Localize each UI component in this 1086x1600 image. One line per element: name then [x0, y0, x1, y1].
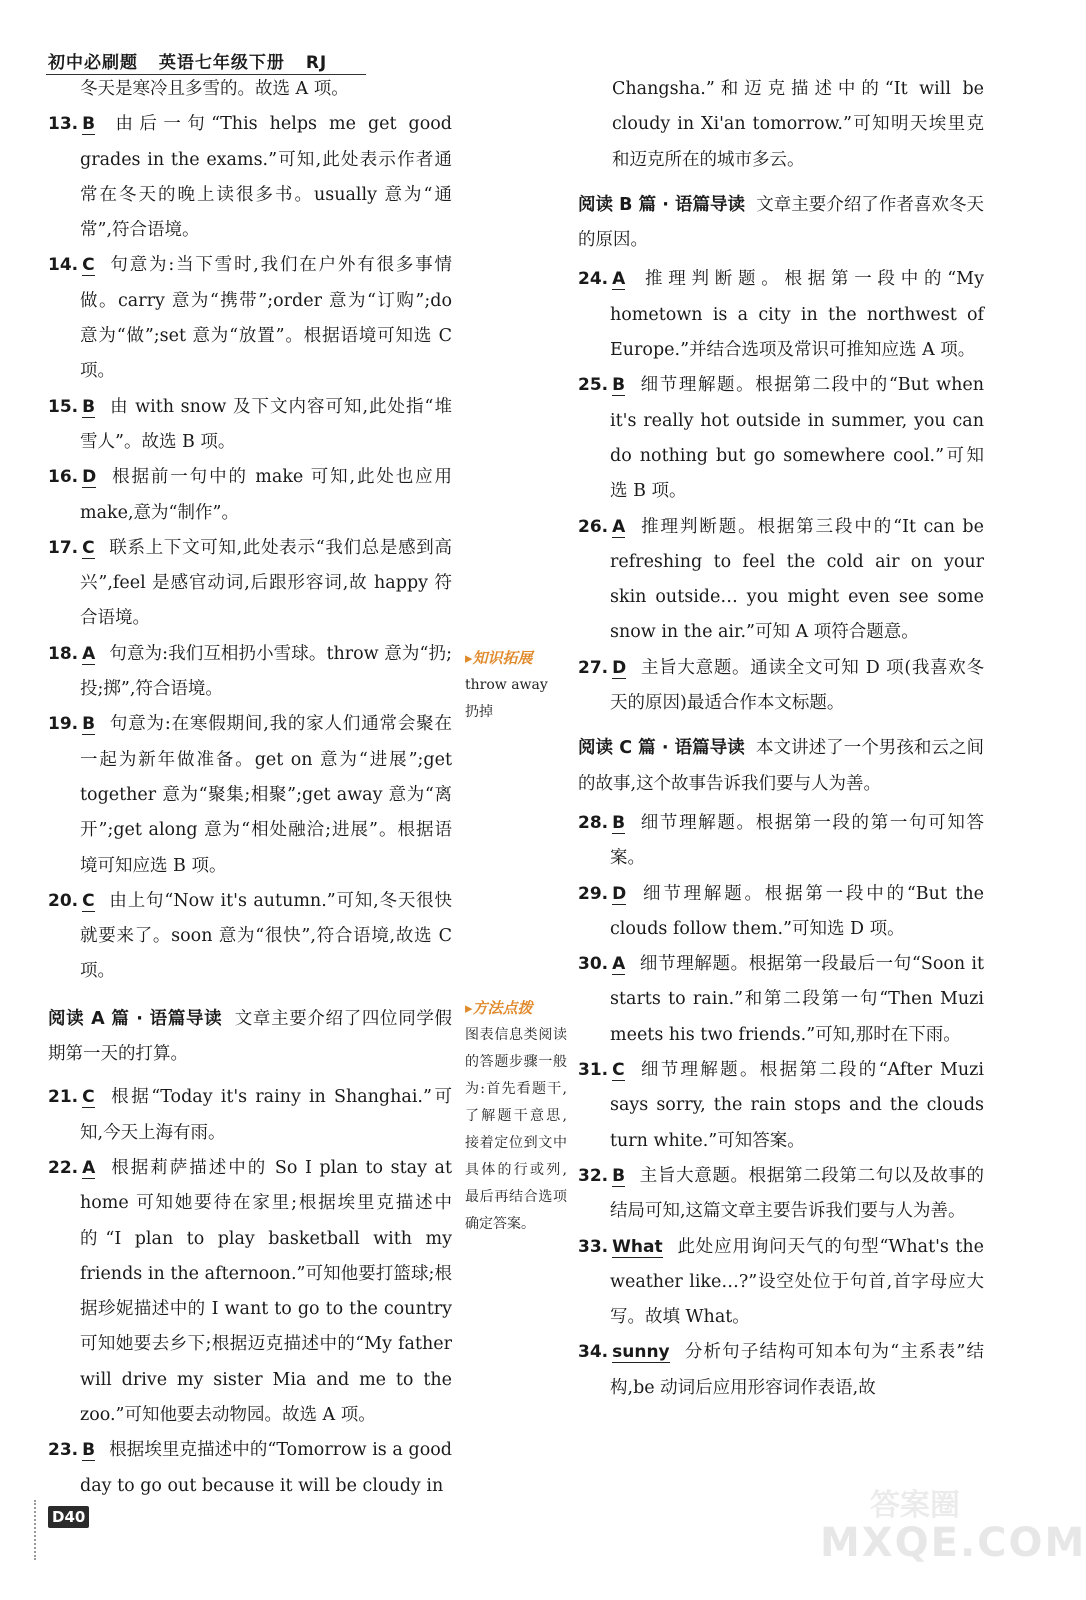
- left-answer-list: [48, 107, 452, 989]
- question-number: 14.: [48, 255, 79, 276]
- section-a-text: 文章主要介绍了四位同学假期第一天的打算。: [48, 1008, 453, 1065]
- answer-explanation: 根据莉萨描述中的 So I plan to stay at home 可知她要待在家里;根据埃里克描述中的“I plan to play basketball with my friends in the afternoon.”可知他要打篮球;根据珍妮描述中的 I want to go to the country 可知她要去乡下;根据迈克描述中的“My father will drive my sister Mia and me to the zoo.”可知他要去动物园。故选 A 项。: [80, 1157, 452, 1425]
- answer-choice: D: [612, 883, 627, 904]
- question-number: 17.: [48, 537, 79, 558]
- answer-choice: A: [612, 954, 626, 975]
- section-a-label: 阅读 A 篇 · 语篇导读: [48, 1008, 223, 1029]
- section-b-label: 阅读 B 篇 · 语篇导读: [578, 194, 746, 215]
- question-number: 34.: [578, 1342, 609, 1363]
- answer-choice: A: [82, 1157, 96, 1178]
- answer-explanation: 由 with snow 及下文内容可知,此处指“堆雪人”。故选 B 项。: [80, 396, 452, 452]
- answer-explanation: 主旨大意题。根据第二段第二句以及故事的结局可知,这篇文章主要告诉我们要与人为善。: [610, 1165, 984, 1222]
- answer-explanation: 句意为:在寒假期间,我的家人们通常会聚在一起为新年做准备。get on 意为“进展”;get together 意为“聚集;相聚”;get away 意为“离开”;get along 意为“相处融洽;进展”。根据语境可知应选 B 项。: [80, 714, 452, 876]
- question-number: 28.: [578, 812, 609, 833]
- answer-item: [48, 637, 452, 708]
- answer-explanation: 细节理解题。根据第一段中的“But the clouds follow them.”可知选 D 项。: [610, 883, 984, 939]
- answer-choice: A: [612, 269, 626, 290]
- right-answer-list-2: [578, 806, 984, 1406]
- answer-item: [578, 651, 984, 722]
- answer-item: [48, 390, 452, 461]
- answer-choice: A: [612, 516, 626, 537]
- question-number: 21.: [48, 1087, 79, 1108]
- answer-explanation: 推理判断题。根据第一段中的“My hometown is a city in the northwest of Europe.”并结合选项及常识可推知应选 A 项。: [610, 269, 984, 361]
- answer-item: [48, 1151, 452, 1433]
- page-number: D40: [48, 1506, 89, 1528]
- answer-explanation: 根据埃里克描述中的“Tomorrow is a good day to go out because it will be cloudy in: [80, 1440, 452, 1496]
- question-number: 19.: [48, 714, 79, 735]
- question-number: 26.: [578, 516, 609, 537]
- answer-explanation: 由后一句“This helps me get good grades in the exams.”可知,此处表示作者通常在冬天的晚上读很多书。usually 意为“通常”,符合语境。: [80, 114, 452, 241]
- answer-choice: C: [82, 537, 95, 558]
- question-number: 18.: [48, 643, 79, 664]
- answer-choice: B: [612, 375, 626, 396]
- answer-choice: sunny: [612, 1342, 670, 1363]
- question-number: 16.: [48, 467, 79, 488]
- answer-item: [578, 1053, 984, 1159]
- question-number: 27.: [578, 657, 609, 678]
- answer-explanation: 主旨大意题。通读全文可知 D 项(我喜欢冬天的原因)最适合作本文标题。: [610, 657, 984, 714]
- watermark-logo-text: 答案圈: [870, 1488, 960, 1523]
- method-note: [465, 995, 567, 1238]
- answer-choice: B: [82, 396, 96, 417]
- section-b-text: 文章主要介绍了作者喜欢冬天的原因。: [578, 194, 984, 251]
- answer-item: [578, 510, 984, 651]
- answer-choice: D: [612, 657, 627, 678]
- answer-explanation: 由上句“Now it's autumn.”可知,冬天很快就要来了。soon 意为“很快”,符合语境,故选 C 项。: [80, 890, 452, 982]
- answer-item: [48, 460, 452, 531]
- answer-item: [578, 368, 984, 509]
- knowledge-note-meaning: 扔掉: [465, 704, 493, 720]
- answer-explanation: 细节理解题。根据第一段的第一句可知答案。: [610, 812, 984, 869]
- margin-dots: [34, 1500, 38, 1560]
- section-c-text: 本文讲述了一个男孩和云之间的故事,这个故事告诉我们要与人为善。: [578, 738, 984, 794]
- answer-item: [48, 707, 452, 883]
- carry-over-text: 冬天是寒冷且多雪的。故选 A 项。: [80, 79, 349, 99]
- answer-choice: D: [82, 467, 97, 488]
- answer-item: [578, 877, 984, 948]
- answer-item: [48, 884, 452, 990]
- book-title: 初中必刷题: [48, 53, 138, 73]
- answer-item: [578, 1230, 984, 1336]
- answer-choice: B: [612, 1165, 626, 1186]
- answer-explanation: 句意为:我们互相扔小雪球。throw 意为“扔;投;掷”,符合语境。: [80, 643, 452, 700]
- question-number: 23.: [48, 1440, 79, 1461]
- question-number: 31.: [578, 1060, 609, 1081]
- answer-explanation: 推理判断题。根据第三段中的“It can be refreshing to feel the cold air on your skin outside… you might even see some snow in the air.”可知 A 项符合题意。: [610, 516, 984, 643]
- answer-choice: B: [82, 1440, 96, 1461]
- answer-choice: B: [82, 714, 96, 735]
- subject-title: 英语七年级下册: [158, 53, 285, 73]
- page-header: [48, 48, 341, 73]
- answer-item: [578, 1335, 984, 1406]
- answer-choice: C: [82, 1087, 95, 1108]
- question-number: 20.: [48, 890, 79, 911]
- question-number: 33.: [578, 1236, 609, 1257]
- right-carry-over-text: Changsha.”和迈克描述中的“It will be cloudy in Xi'an tomorrow.”可知明天埃里克和迈克所在的城市多云。: [612, 79, 984, 170]
- answer-item: [48, 531, 452, 637]
- question-number: 15.: [48, 396, 79, 417]
- edition-label: RJ: [305, 53, 328, 73]
- question-number: 24.: [578, 269, 609, 290]
- answer-item: [578, 947, 984, 1053]
- answer-item: [578, 262, 984, 368]
- answer-explanation: 此处应用询问天气的句型“What's the weather like…?”设空处位于句首,首字母应大写。故填 What。: [610, 1236, 984, 1328]
- answer-explanation: 分析句子结构可知本句为“主系表”结构,be 动词后应用形容词作表语,故: [610, 1342, 984, 1398]
- knowledge-note-tag: ▸知识拓展: [465, 649, 533, 667]
- answer-item: [48, 107, 452, 248]
- answer-explanation: 细节理解题。根据第二段中的“But when it's really hot outside in summer, you can do nothing but go somewhere cool.”可知选 B 项。: [610, 375, 984, 502]
- right-column: [578, 72, 984, 1406]
- question-number: 13.: [48, 114, 79, 135]
- answer-choice: B: [612, 812, 626, 833]
- answer-choice: C: [612, 1060, 625, 1081]
- watermark: MXQE.COM: [820, 1520, 1086, 1566]
- answer-choice: B: [82, 114, 96, 135]
- method-note-tag: ▸方法点拨: [465, 999, 533, 1017]
- answer-choice: C: [82, 255, 95, 276]
- answer-explanation: 句意为:当下雪时,我们在户外有很多事情做。carry 意为“携带”;order 意为“订购”;do 意为“做”;set 意为“放置”。根据语境可知选 C 项。: [80, 255, 452, 382]
- method-note-text: 图表信息类阅读的答题步骤一般为:首先看题干,了解题干意思,接着定位到文中具体的行或列,最后再结合选项确定答案。: [465, 1027, 567, 1232]
- section-b-guide: [578, 188, 984, 259]
- section-c-label: 阅读 C 篇 · 语篇导读: [578, 738, 745, 759]
- answer-choice: A: [82, 643, 96, 664]
- answer-item: [578, 1159, 984, 1230]
- question-number: 22.: [48, 1157, 79, 1178]
- answer-choice: What: [612, 1236, 663, 1257]
- answer-item: [48, 1433, 452, 1504]
- knowledge-note-word-1: throw away: [465, 677, 548, 693]
- answer-explanation: 联系上下文可知,此处表示“我们总是感到高兴”,feel 是感官动词,后跟形容词,故 happy 符合语境。: [80, 537, 452, 629]
- answer-explanation: 根据前一句中的 make 可知,此处也应用 make,意为“制作”。: [80, 467, 452, 523]
- answer-choice: C: [82, 890, 95, 911]
- answer-item: [578, 806, 984, 877]
- question-number: 25.: [578, 375, 609, 396]
- answer-explanation: 细节理解题。根据第二段的“After Muzi says sorry, the rain stops and the clouds turn white.”可知答案。: [610, 1060, 984, 1151]
- knowledge-note: [465, 645, 567, 726]
- section-a-guide: [48, 1002, 452, 1073]
- answer-explanation: 细节理解题。根据第一段最后一句“Soon it starts to rain.”和第二段第一句“Then Muzi meets his two friends.”可知,那时在下雨。: [610, 954, 984, 1045]
- question-number: 30.: [578, 954, 609, 975]
- left-answer-list-2: [48, 1080, 452, 1504]
- question-number: 29.: [578, 883, 609, 904]
- answer-item: [48, 1080, 452, 1151]
- section-c-guide: [578, 731, 984, 802]
- question-number: 32.: [578, 1165, 609, 1186]
- answer-item: [48, 248, 452, 389]
- answer-explanation: 根据“Today it's rainy in Shanghai.”可知,今天上海有雨。: [80, 1087, 452, 1143]
- left-column: [48, 72, 452, 1504]
- right-answer-list: [578, 262, 984, 721]
